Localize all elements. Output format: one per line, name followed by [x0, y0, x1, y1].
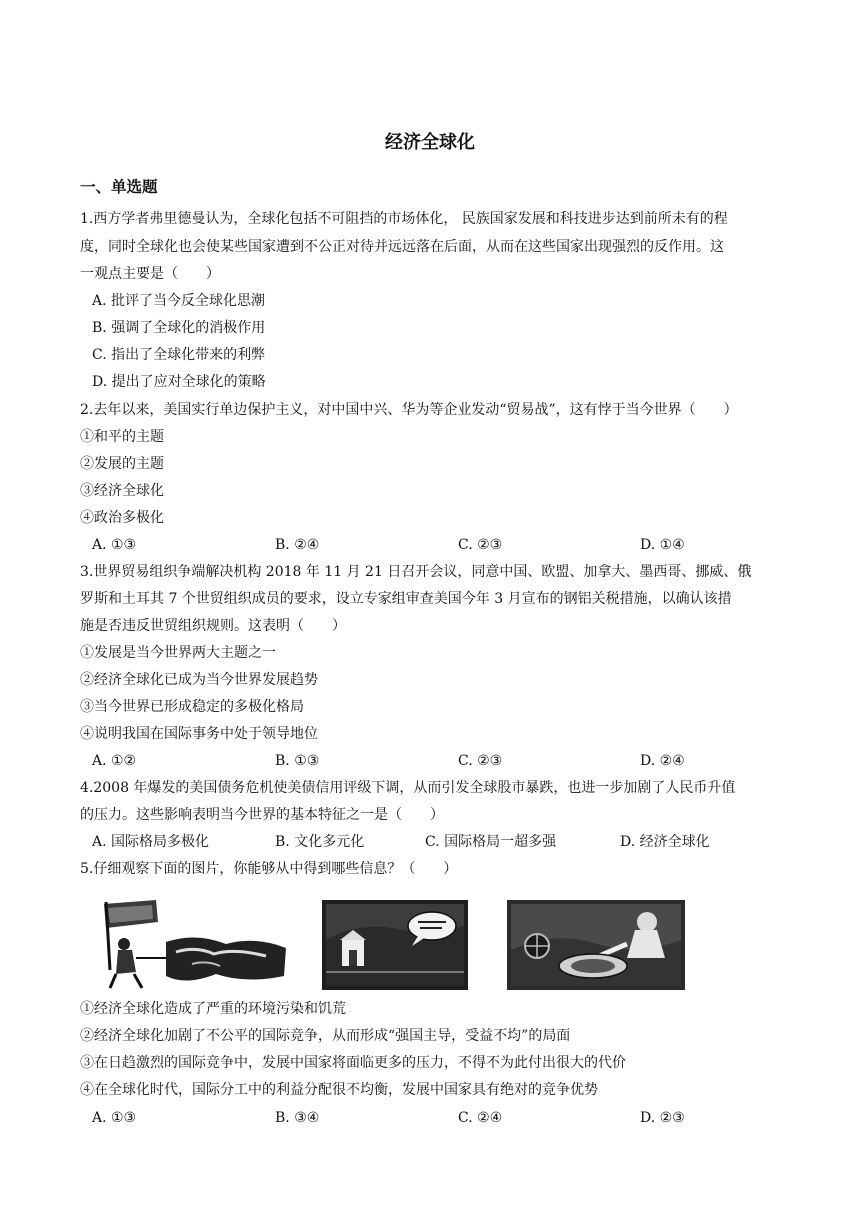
q5-option-c[interactable]: C. ②④	[458, 1110, 503, 1126]
q5-item-3: ③在日趋激烈的国际竞争中，发展中国家将面临更多的压力，不得不为此付出很大的代价	[80, 1055, 626, 1071]
q5-item-1: ①经济全球化造成了严重的环境污染和饥荒	[80, 1001, 346, 1017]
q2-stem: 2.去年以来，美国实行单边保护主义，对中国中兴、华为等企业发动“贸易战”，这有悖于当今世界（ ）	[80, 402, 738, 418]
q3-option-a[interactable]: A. ①②	[92, 753, 137, 769]
q1-option-c[interactable]: C. 指出了全球化带来的利弊	[92, 347, 266, 363]
q3-item-4: ④说明我国在国际事务中处于领导地位	[80, 726, 318, 742]
q3-option-d[interactable]: D. ②④	[640, 753, 685, 769]
q3-option-c[interactable]: C. ②③	[458, 753, 503, 769]
q4-option-c[interactable]: C. 国际格局一超多强	[425, 834, 557, 850]
q3-item-1: ①发展是当今世界两大主题之一	[80, 645, 276, 661]
q2-item-3: ③经济全球化	[80, 483, 164, 499]
section-heading: 一、单选题	[80, 178, 158, 196]
q5-stem: 5.仔细观察下面的图片，你能够从中得到哪些信息？（ ）	[80, 861, 458, 877]
q4-stem-line-1: 4.2008 年爆发的美国债务危机使美债信用评级下调，从而引发全球股市暴跌，也进一步加剧了人民币升值	[80, 780, 736, 796]
q1-stem-line-2: 度，同时全球化也会使某些国家遭到不公正对待并远远落在后面，从而在这些国家出现强烈的反作用。这	[80, 239, 724, 255]
q2-item-2: ②发展的主题	[80, 456, 164, 472]
page-title: 经济全球化	[385, 132, 475, 153]
q2-item-1: ①和平的主题	[80, 429, 164, 445]
q1-option-b[interactable]: B. 强调了全球化的消极作用	[92, 320, 266, 336]
q5-option-a[interactable]: A. ①③	[92, 1110, 137, 1126]
q4-option-d[interactable]: D. 经济全球化	[620, 834, 710, 850]
q3-stem-line-3: 施是否违反世贸组织规则。这表明（ ）	[80, 618, 346, 634]
q5-option-b[interactable]: B. ③④	[275, 1110, 320, 1126]
q1-option-a[interactable]: A. 批评了当今反全球化思潮	[92, 293, 266, 309]
q2-option-d[interactable]: D. ①④	[640, 537, 685, 553]
q4-option-b[interactable]: B. 文化多元化	[275, 834, 365, 850]
q5-item-4: ④在全球化时代，国际分工中的利益分配很不均衡，发展中国家具有绝对的竞争优势	[80, 1082, 598, 1098]
q1-stem-line-1: 1.西方学者弗里德曼认为，全球化包括不可阻挡的市场体化， 民族国家发展和科技进步达到前所未有的程	[80, 211, 728, 227]
q3-stem-line-1: 3.世界贸易组织争端解决机构 2018 年 11 月 21 日召开会议，同意中国、欧盟、加拿大、墨西哥、挪威、俄	[80, 564, 752, 580]
cartoon-globe-figure-image	[507, 900, 685, 990]
q4-stem-line-2: 的压力。这些影响表明当今世界的基本特征之一是（ ）	[80, 807, 444, 823]
q1-stem-line-3: 一观点主要是（ ）	[80, 266, 220, 282]
cartoon-flag-map-image	[96, 892, 296, 992]
q3-stem-line-2: 罗斯和土耳其 7 个世贸组织成员的要求，设立专家组审查美国今年 3 月宣布的钢铝关税措施，以确认该措	[80, 591, 732, 607]
q5-item-2: ②经济全球化加剧了不公平的国际竞争，从而形成“强国主导，受益不均”的局面	[80, 1028, 571, 1044]
q5-option-d[interactable]: D. ②③	[640, 1110, 685, 1126]
q3-item-2: ②经济全球化已成为当今世界发展趋势	[80, 672, 318, 688]
cartoon-speech-bubble-image	[322, 900, 468, 990]
q2-option-c[interactable]: C. ②③	[458, 537, 503, 553]
q3-item-3: ③当今世界已形成稳定的多极化格局	[80, 699, 304, 715]
q4-option-a[interactable]: A. 国际格局多极化	[92, 834, 210, 850]
q2-option-b[interactable]: B. ②④	[275, 537, 320, 553]
q2-item-4: ④政治多极化	[80, 510, 164, 526]
q3-option-b[interactable]: B. ①③	[275, 753, 320, 769]
q2-option-a[interactable]: A. ①③	[92, 537, 137, 553]
q1-option-d[interactable]: D. 提出了应对全球化的策略	[92, 374, 266, 390]
